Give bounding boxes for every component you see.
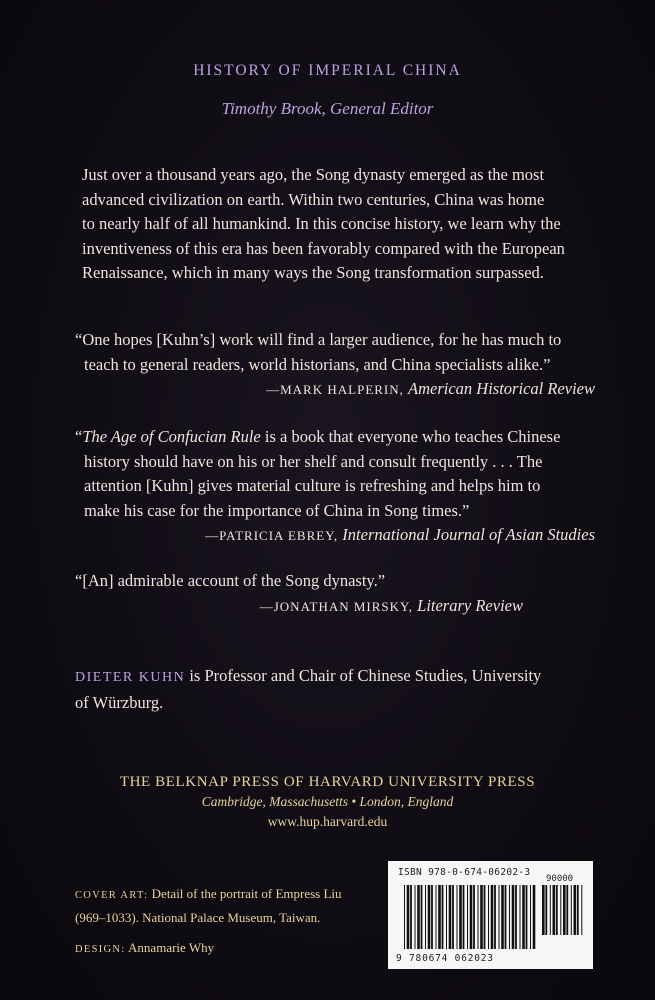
publisher-cities: Cambridge, Massachusetts • London, England bbox=[201, 794, 454, 809]
author-bio-line bbox=[75, 664, 595, 691]
publisher-block bbox=[0, 772, 655, 832]
cover-art-credit-line: (969–1033). National Palace Museum, Taiwan. bbox=[75, 910, 321, 925]
barcode-bars-icon bbox=[404, 885, 538, 949]
barcode-digits: 9 780674 062023 bbox=[396, 953, 494, 964]
isbn-label: ISBN 978-0-674-06202-3 bbox=[398, 867, 531, 878]
author-bio-text: is Professor and Chair of Chinese Studies, University bbox=[185, 666, 542, 685]
design-text: Annamarie Why bbox=[125, 940, 215, 955]
reviewer-name: —JONATHAN MIRSKY, bbox=[259, 598, 414, 614]
price-barcode-bars-icon bbox=[542, 885, 584, 935]
review-source: Literary Review bbox=[417, 595, 523, 615]
series-title: HISTORY OF IMPERIAL CHINA bbox=[193, 62, 462, 79]
quote-attribution bbox=[75, 594, 595, 620]
open-quote: “ bbox=[75, 427, 83, 446]
review-source: American Historical Review bbox=[408, 379, 595, 398]
series-editor: Timothy Brook, General Editor bbox=[221, 99, 434, 118]
price-code: 90000 bbox=[546, 874, 574, 884]
reviewer-name: —MARK HALPERIN, bbox=[266, 382, 404, 397]
isbn-barcode bbox=[388, 861, 593, 969]
review-quote-ebrey bbox=[75, 425, 595, 549]
blurb-line: Just over a thousand years ago, the Song dynasty emerged as the most bbox=[82, 165, 545, 184]
quote-line: attention [Kuhn] gives material culture is refreshing and helps him to bbox=[84, 476, 541, 495]
quote-attribution bbox=[75, 377, 595, 403]
review-quote-halperin bbox=[75, 328, 595, 403]
quote-line: “[An] admirable account of the Song dynasty.” bbox=[75, 571, 386, 590]
blurb-line: advanced civilization on earth. Within two centuries, China was home bbox=[82, 189, 545, 209]
credits-block bbox=[75, 883, 375, 961]
author-bio-line: of Würzburg. bbox=[75, 692, 164, 712]
author-name: DIETER KUHN bbox=[75, 670, 186, 685]
quote-line: make his case for the importance of China in Song times.” bbox=[84, 500, 470, 520]
review-source: International Journal of Asian Studies bbox=[342, 525, 595, 544]
quote-attribution bbox=[75, 523, 595, 549]
design-label: DESIGN: bbox=[75, 944, 126, 955]
book-title: The Age of Confucian Rule bbox=[82, 427, 261, 446]
reviewer-name: —PATRICIA EBREY, bbox=[205, 528, 339, 543]
quote-line: “One hopes [Kuhn’s] work will find a larger audience, for he has much to bbox=[75, 330, 562, 349]
cover-art-text: Detail of the portrait of Empress Liu bbox=[148, 886, 342, 901]
blurb-line: to nearly half of all humankind. In this concise history, we learn why the bbox=[82, 214, 561, 233]
quote-text: is a book that everyone who teaches Chinese bbox=[260, 427, 561, 446]
cover-art-label: COVER ART: bbox=[75, 890, 149, 901]
review-quote-mirsky bbox=[75, 569, 595, 619]
author-bio bbox=[75, 664, 595, 715]
quote-line: teach to general readers, world historians, and China specialists alike.” bbox=[84, 354, 551, 374]
publisher-url: www.hup.harvard.edu bbox=[267, 814, 388, 829]
cover-art-credit bbox=[75, 883, 375, 907]
book-blurb bbox=[82, 163, 582, 286]
publisher-name: THE BELKNAP PRESS OF HARVARD UNIVERSITY PRESS bbox=[119, 774, 536, 790]
quote-line: history should have on his or her shelf and consult frequently . . . The bbox=[84, 451, 543, 471]
quote-line bbox=[75, 425, 595, 450]
blurb-line: Renaissance, which in many ways the Song transformation surpassed. bbox=[82, 263, 544, 282]
design-credit bbox=[75, 937, 375, 961]
blurb-line: inventiveness of this era has been favorably compared with the European bbox=[82, 238, 565, 258]
